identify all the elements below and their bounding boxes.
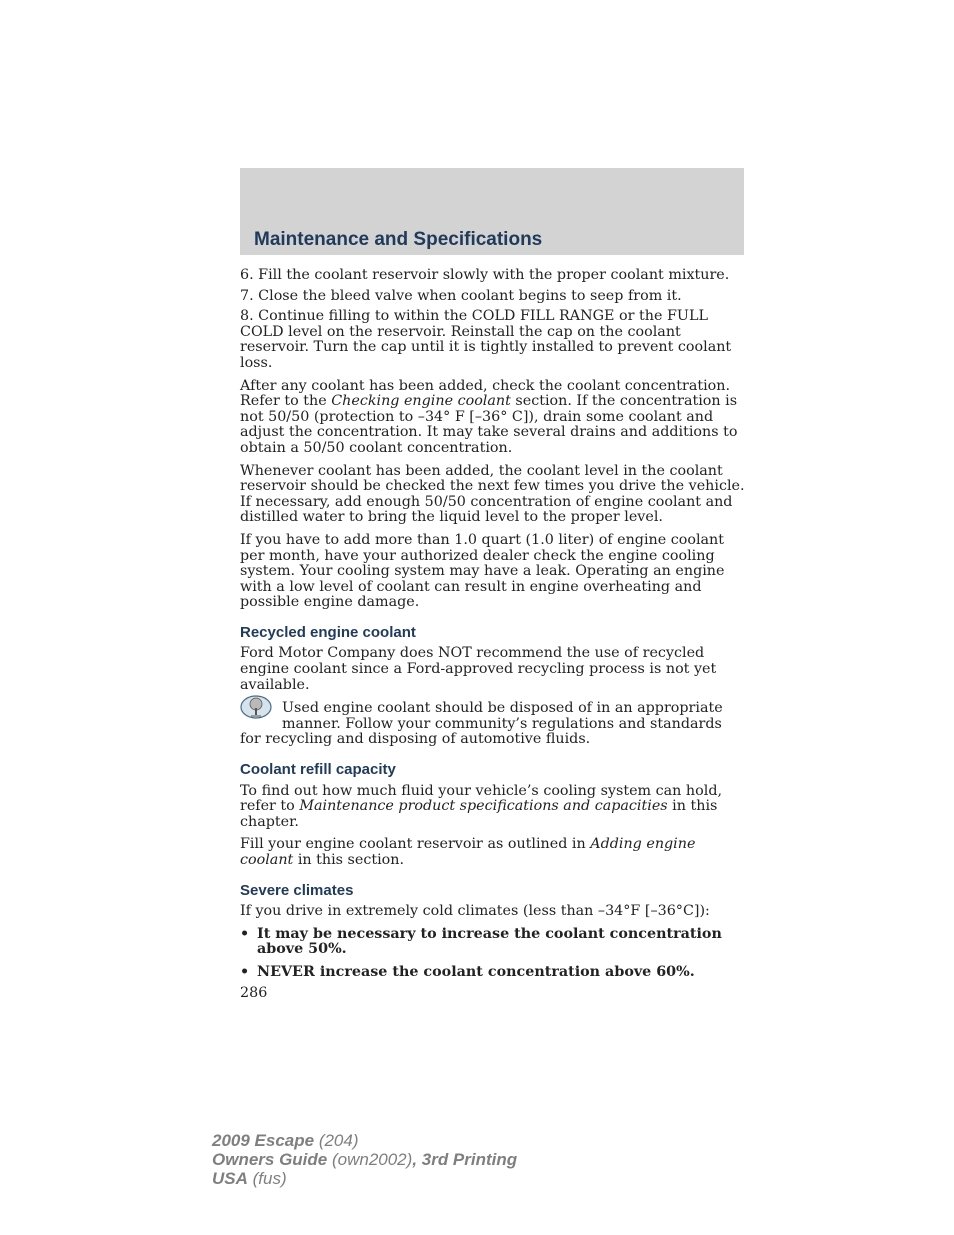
paragraph-refill-1: To find out how much fluid your vehicle’s cooling system can hold, refer to Maintenance product specifications and capacities in this chapter. [240,782,723,830]
section-header-band [240,168,744,255]
page-number: 286 [240,984,268,1001]
paragraph-refill-2: Fill your engine coolant reservoir as outlined in Adding engine coolant in this section. [240,836,696,868]
cross-reference: Maintenance product specifications and capacities [299,798,668,815]
paragraph-recycled: Ford Motor Company does NOT recommend the use of recycled engine coolant since a Ford-approved recycling process is not yet available. [240,645,717,693]
cross-reference: Adding engine coolant [240,836,696,868]
page-content [240,268,746,1001]
bullet-item: • It may be necessary to increase the coolant concentration above 50%. [240,925,722,958]
paragraph-whenever-added: Whenever coolant has been added, the coolant level in the coolant reservoir should be checked the next few times you drive the vehicle. If necessary, add enough 50/50 concentration of engine coolant and distilled water to bring the liquid level to the proper level. [240,462,745,526]
cross-reference: Checking engine coolant [331,393,511,410]
document-footer: 2009 Escape (204) Owners Guide (own2002), 3rd Printing USA (fus) [212,1131,518,1188]
step-8: 8. Continue filling to within the COLD FILL RANGE or the FULL COLD level on the reservoir. Reinstall the cap on the coolant reservoir. Turn the cap until it is tightly installed to prevent coolant loss. [240,308,732,371]
paragraph-severe-intro: If you drive in extremely cold climates (less than –34°F [–36°C]): [240,903,710,920]
paragraph-quart-per-month: If you have to add more than 1.0 quart (1.0 liter) of engine coolant per month, have your authorized dealer check the engine cooling system. Your cooling system may have a leak. Operating an engine with a low level of coolant can result in engine overheating and possible engine damage. [240,531,725,611]
heading-severe-climates: Severe climates [240,881,354,899]
paragraph-disposal: Used engine coolant should be disposed of in an appropriate manner. Follow your community’s regulations and standards for recycling and disposing of automotive fluids. [240,701,746,748]
heading-recycled-engine-coolant: Recycled engine coolant [240,623,416,641]
paragraph-after-coolant-added: After any coolant has been added, check the coolant concentration. Refer to the Checking engine coolant section. If the concentration is not 50/50 (protection to –34° F [–36° C]), drain some coolant and adjust the concentration. It may take several drains and additions to obtain a 50/50 coolant concentration. [240,377,738,456]
step-6: 6. Fill the coolant reservoir slowly with the proper coolant mixture. [240,267,730,283]
tree-recycle-icon [240,693,272,721]
step-7: 7. Close the bleed valve when coolant begins to seep from it. [240,287,682,304]
bullet-item: • NEVER increase the coolant concentration above 60%. [240,963,695,980]
section-title: Maintenance and Specifications [254,229,543,250]
heading-coolant-refill-capacity: Coolant refill capacity [240,761,396,779]
